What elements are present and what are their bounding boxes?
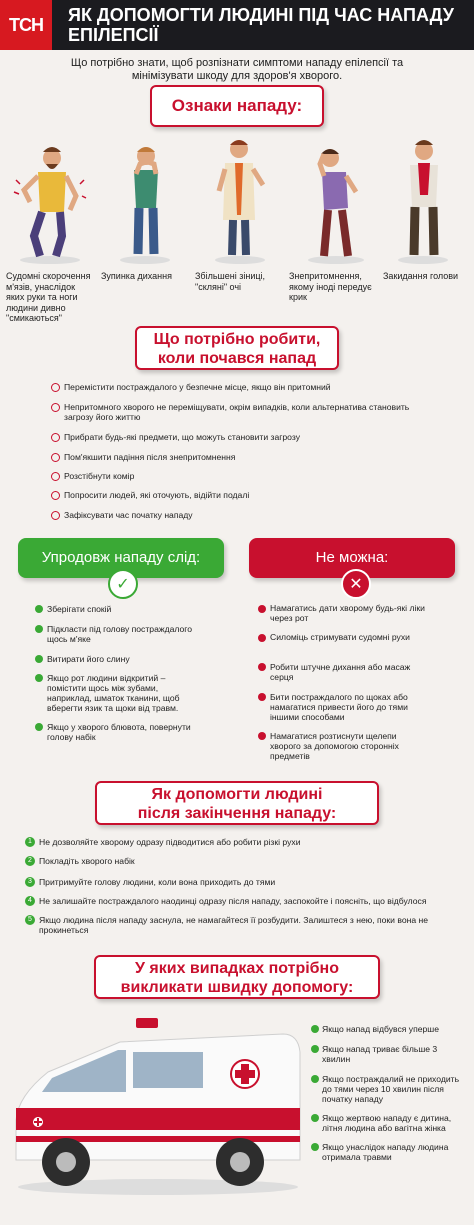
after-heading-line1: Як допомогти людині xyxy=(151,786,323,803)
todo-bullet xyxy=(51,433,60,442)
sign-caption-convulsions: Судомні скорочення м'язів, унаслідок яких руки та ноги людини дивно "смикаються" xyxy=(6,271,91,323)
todo-item: Перемістити постраждалого у безпечне місце, якщо він притомний xyxy=(64,382,331,392)
after-number: 5 xyxy=(25,915,35,925)
forbidden-bullet xyxy=(258,634,266,642)
todo-item: Непритомного хворого не переміщувати, окрім випадків, коли альтернатива становить загрозу його життю xyxy=(64,402,410,422)
ambulance-bullet xyxy=(311,1114,319,1122)
during-bullet xyxy=(35,605,43,613)
after-number: 4 xyxy=(25,896,35,906)
todo-bullet xyxy=(51,491,60,500)
ambulance-bullet xyxy=(311,1143,319,1151)
ambulance-item: Якщо напад триває більше 3 хвилин xyxy=(322,1044,438,1064)
todo-item: Прибрати будь-які предмети, що можуть становити загрозу xyxy=(64,432,300,442)
forbidden-item: Бити постраждалого по щоках або намагатися привести його до тями іншими способами xyxy=(270,692,408,722)
after-heading-line2: після закінчення нападу: xyxy=(137,805,337,822)
during-item: Якщо рот людини відкритий – помістити щось між зубами, наприклад, шматок тканини, щоб вберегти язик та щоки від травм. xyxy=(47,673,180,713)
ambulance-bullet xyxy=(311,1025,319,1033)
sign-caption-pupils: Збільшені зіниці, "скляні" очі xyxy=(195,271,266,292)
forbidden-bullet xyxy=(258,605,266,613)
page-subtitle: Що потрібно знати, щоб розпізнати симптоми нападу епілепсії та мінімізувати шкоду для здоров'я хворого. xyxy=(70,57,404,82)
signs-heading xyxy=(150,85,324,127)
after-item: Не дозволяйте хворому одразу підводитися або робити різкі рухи xyxy=(39,837,301,847)
person-fainting-figure xyxy=(298,140,373,265)
ambulance-bullet xyxy=(311,1075,319,1083)
todo-item: Попросити людей, які оточують, відійти подалі xyxy=(64,490,250,500)
after-item: Не залишайте постраждалого наодинці одразу після нападу, заспокойте і поясніть, що відбулося xyxy=(39,896,427,906)
todo-item: Пом'якшити падіння після знепритомнення xyxy=(64,452,236,462)
ambulance-heading-line2: викликати швидку допомогу: xyxy=(120,979,354,996)
after-item: Якщо людина після нападу заснула, не намагайтеся її розбудити. Залиштеся з нею, поки вона не прокинеться xyxy=(39,915,429,935)
ambulance-bullet xyxy=(311,1045,319,1053)
todo-bullet xyxy=(51,472,60,481)
ambulance-heading xyxy=(94,955,380,999)
sign-caption-breathing-stop: Зупинка дихання xyxy=(101,271,172,281)
forbidden-heading: Не можна: xyxy=(249,538,455,578)
todo-item: Зафіксувати час початку нападу xyxy=(64,510,193,520)
todo-bullet xyxy=(51,453,60,462)
cross-icon: ✕ xyxy=(341,569,371,599)
ambulance-item: Якщо жертвою нападу є дитина, літня людина або вагітна жінка xyxy=(322,1113,452,1133)
tsn-logo[interactable]: ТСН xyxy=(0,0,52,50)
ambulance-item: Якщо напад відбувся уперше xyxy=(322,1024,439,1034)
sign-caption-fainting: Знепритомнення, якому іноді передує крик xyxy=(289,271,372,302)
forbidden-bullet xyxy=(258,732,266,740)
todo-heading-line2: коли почався напад xyxy=(157,350,317,367)
after-item: Покладіть хворого набік xyxy=(39,856,135,866)
during-bullet xyxy=(35,674,43,682)
forbidden-item: Намагатись дати хворому будь-які ліки через рот xyxy=(270,603,425,623)
during-bullet xyxy=(35,625,43,633)
ambulance-heading-line1: У яких випадках потрібно xyxy=(135,960,339,977)
person-convulsing-figure xyxy=(10,140,90,265)
todo-heading-line1: Що потрібно робити, xyxy=(153,331,321,348)
person-head-thrown-back-figure xyxy=(388,135,458,265)
sign-caption-head: Закидання голови xyxy=(383,271,459,281)
during-heading: Упродовж нападу слід: xyxy=(18,538,224,578)
person-breathless-figure xyxy=(110,140,180,265)
todo-bullet xyxy=(51,383,60,392)
signs-heading-text: Ознаки нападу: xyxy=(171,96,303,115)
during-item: Зберігати спокій xyxy=(47,604,112,614)
after-number: 2 xyxy=(25,856,35,866)
ambulance-illustration xyxy=(8,1012,304,1202)
forbidden-bullet xyxy=(258,693,266,701)
check-icon: ✓ xyxy=(108,569,138,599)
during-bullet xyxy=(35,723,43,731)
todo-heading xyxy=(135,326,339,370)
during-item: Якщо у хворого блювота, повернути голову набік xyxy=(47,722,191,742)
ambulance-item: Якщо постраждалий не приходить до тями через 10 хвилин після початку нападу xyxy=(322,1074,460,1104)
header xyxy=(0,0,474,50)
during-bullet xyxy=(35,655,43,663)
after-item: Притримуйте голову людини, коли вона приходить до тями xyxy=(39,877,276,887)
todo-bullet xyxy=(51,403,60,412)
after-heading xyxy=(95,781,379,825)
during-item: Підкласти під голову постраждалого щось м'яке xyxy=(47,624,193,644)
todo-bullet xyxy=(51,511,60,520)
forbidden-bullet xyxy=(258,663,266,671)
forbidden-item: Силоміць стримувати судомні рухи xyxy=(270,632,410,642)
forbidden-item: Робити штучне дихання або масаж серця xyxy=(270,662,411,682)
page-title: ЯК ДОПОМОГТИ ЛЮДИНІ ПІД ЧАС НАПАДУ ЕПІЛЕПСІЇ xyxy=(68,5,454,45)
after-number: 1 xyxy=(25,837,35,847)
forbidden-item: Намагатися розтиснути щелепи хворого за допомогою сторонніх предметів xyxy=(270,731,399,761)
todo-item: Розстібнути комір xyxy=(64,471,135,481)
after-number: 3 xyxy=(25,877,35,887)
during-item: Витирати його слину xyxy=(47,654,130,664)
person-glassy-eyes-figure xyxy=(205,135,275,265)
ambulance-item: Якщо унаслідок нападу людина отримала травми xyxy=(322,1142,449,1162)
